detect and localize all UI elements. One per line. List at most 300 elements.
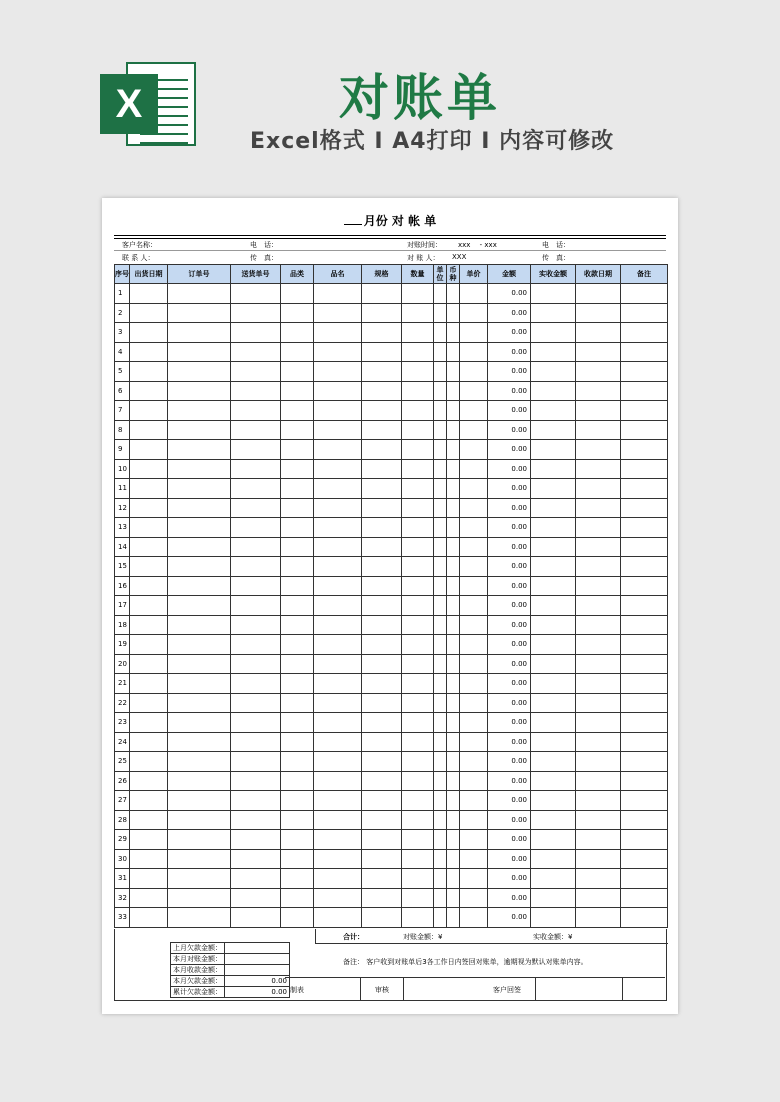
table-cell[interactable] [576, 869, 621, 889]
amount-cell[interactable]: 0.00 [488, 888, 531, 908]
table-cell[interactable] [130, 323, 168, 343]
table-cell[interactable] [402, 362, 434, 382]
amount-cell[interactable]: 0.00 [488, 576, 531, 596]
table-cell[interactable] [231, 459, 281, 479]
table-cell[interactable] [576, 849, 621, 869]
table-cell[interactable] [130, 849, 168, 869]
table-cell[interactable] [434, 557, 447, 577]
table-cell[interactable] [621, 635, 668, 655]
table-cell[interactable] [130, 401, 168, 421]
table-cell[interactable] [362, 303, 402, 323]
table-cell[interactable] [281, 303, 314, 323]
table-cell[interactable] [531, 635, 576, 655]
table-cell[interactable] [130, 420, 168, 440]
amount-cell[interactable]: 0.00 [488, 557, 531, 577]
amount-cell[interactable]: 0.00 [488, 362, 531, 382]
table-cell[interactable] [168, 303, 231, 323]
table-cell[interactable] [362, 518, 402, 538]
table-cell[interactable] [281, 693, 314, 713]
table-cell[interactable] [531, 596, 576, 616]
table-cell[interactable] [576, 810, 621, 830]
table-cell[interactable] [362, 576, 402, 596]
table-cell[interactable] [576, 693, 621, 713]
table-cell[interactable] [362, 810, 402, 830]
amount-cell[interactable]: 0.00 [488, 459, 531, 479]
table-cell[interactable] [362, 713, 402, 733]
table-cell[interactable] [402, 849, 434, 869]
table-cell[interactable] [281, 732, 314, 752]
table-cell[interactable] [576, 576, 621, 596]
table-cell[interactable] [460, 791, 488, 811]
amount-cell[interactable]: 0.00 [488, 674, 531, 694]
table-cell[interactable] [434, 576, 447, 596]
table-cell[interactable] [447, 713, 460, 733]
table-cell[interactable] [314, 381, 362, 401]
table-cell[interactable] [314, 732, 362, 752]
table-cell[interactable] [231, 440, 281, 460]
table-cell[interactable] [447, 674, 460, 694]
table-cell[interactable] [168, 362, 231, 382]
table-cell[interactable] [168, 732, 231, 752]
table-cell[interactable] [314, 791, 362, 811]
table-cell[interactable] [168, 576, 231, 596]
table-cell[interactable] [130, 557, 168, 577]
summary-value[interactable] [225, 943, 290, 954]
table-cell[interactable] [314, 713, 362, 733]
table-cell[interactable] [531, 362, 576, 382]
table-cell[interactable] [231, 654, 281, 674]
table-cell[interactable] [314, 674, 362, 694]
table-cell[interactable] [460, 596, 488, 616]
table-cell[interactable] [447, 401, 460, 421]
table-cell[interactable] [531, 888, 576, 908]
table-cell[interactable] [402, 830, 434, 850]
table-cell[interactable] [314, 498, 362, 518]
table-cell[interactable] [621, 713, 668, 733]
table-cell[interactable] [314, 576, 362, 596]
table-cell[interactable] [314, 537, 362, 557]
table-cell[interactable] [281, 791, 314, 811]
table-cell[interactable] [130, 284, 168, 304]
table-cell[interactable] [314, 284, 362, 304]
table-cell[interactable] [402, 440, 434, 460]
table-cell[interactable] [460, 635, 488, 655]
table-cell[interactable] [130, 440, 168, 460]
table-cell[interactable] [281, 752, 314, 772]
amount-cell[interactable]: 0.00 [488, 323, 531, 343]
table-cell[interactable] [362, 284, 402, 304]
amount-cell[interactable]: 0.00 [488, 732, 531, 752]
table-cell[interactable] [531, 498, 576, 518]
table-cell[interactable] [621, 537, 668, 557]
table-cell[interactable] [460, 849, 488, 869]
table-cell[interactable] [434, 869, 447, 889]
table-cell[interactable] [402, 810, 434, 830]
table-cell[interactable] [231, 576, 281, 596]
table-cell[interactable] [402, 459, 434, 479]
table-cell[interactable] [402, 732, 434, 752]
table-cell[interactable] [231, 791, 281, 811]
table-cell[interactable] [362, 381, 402, 401]
table-cell[interactable] [130, 635, 168, 655]
table-cell[interactable] [621, 674, 668, 694]
table-cell[interactable] [447, 888, 460, 908]
amount-cell[interactable]: 0.00 [488, 537, 531, 557]
table-cell[interactable] [362, 596, 402, 616]
table-cell[interactable] [130, 693, 168, 713]
table-cell[interactable] [434, 342, 447, 362]
table-cell[interactable] [402, 323, 434, 343]
amount-cell[interactable]: 0.00 [488, 479, 531, 499]
amount-cell[interactable]: 0.00 [488, 830, 531, 850]
table-cell[interactable] [402, 693, 434, 713]
table-cell[interactable] [314, 342, 362, 362]
table-cell[interactable] [447, 615, 460, 635]
table-cell[interactable] [130, 752, 168, 772]
table-cell[interactable] [576, 596, 621, 616]
table-cell[interactable] [434, 596, 447, 616]
table-cell[interactable] [447, 420, 460, 440]
table-cell[interactable] [362, 479, 402, 499]
table-cell[interactable] [434, 459, 447, 479]
table-cell[interactable] [531, 401, 576, 421]
table-cell[interactable] [130, 342, 168, 362]
amount-cell[interactable]: 0.00 [488, 596, 531, 616]
table-cell[interactable] [130, 303, 168, 323]
table-cell[interactable] [168, 479, 231, 499]
table-cell[interactable] [402, 342, 434, 362]
table-cell[interactable] [168, 791, 231, 811]
table-cell[interactable] [576, 771, 621, 791]
table-cell[interactable] [447, 849, 460, 869]
table-cell[interactable] [531, 459, 576, 479]
table-cell[interactable] [281, 596, 314, 616]
table-cell[interactable] [576, 830, 621, 850]
table-cell[interactable] [231, 771, 281, 791]
table-cell[interactable] [460, 284, 488, 304]
amount-cell[interactable]: 0.00 [488, 908, 531, 928]
amount-cell[interactable]: 0.00 [488, 440, 531, 460]
table-cell[interactable] [621, 888, 668, 908]
table-cell[interactable] [460, 654, 488, 674]
table-cell[interactable] [576, 537, 621, 557]
table-cell[interactable] [621, 303, 668, 323]
table-cell[interactable] [447, 752, 460, 772]
table-cell[interactable] [231, 713, 281, 733]
table-cell[interactable] [168, 323, 231, 343]
summary-value[interactable] [225, 965, 290, 976]
table-cell[interactable] [130, 869, 168, 889]
table-cell[interactable] [314, 654, 362, 674]
table-cell[interactable] [168, 537, 231, 557]
table-cell[interactable] [447, 479, 460, 499]
table-cell[interactable] [281, 849, 314, 869]
table-cell[interactable] [460, 498, 488, 518]
table-cell[interactable] [447, 440, 460, 460]
table-cell[interactable] [531, 654, 576, 674]
table-cell[interactable] [168, 752, 231, 772]
table-cell[interactable] [314, 635, 362, 655]
table-cell[interactable] [621, 693, 668, 713]
table-cell[interactable] [621, 576, 668, 596]
table-cell[interactable] [314, 830, 362, 850]
table-cell[interactable] [281, 401, 314, 421]
table-cell[interactable] [460, 576, 488, 596]
table-cell[interactable] [281, 459, 314, 479]
table-cell[interactable] [434, 362, 447, 382]
table-cell[interactable] [402, 557, 434, 577]
table-cell[interactable] [314, 908, 362, 928]
table-cell[interactable] [531, 440, 576, 460]
table-cell[interactable] [621, 752, 668, 772]
table-cell[interactable] [460, 615, 488, 635]
table-cell[interactable] [460, 869, 488, 889]
table-cell[interactable] [531, 518, 576, 538]
table-cell[interactable] [531, 615, 576, 635]
table-cell[interactable] [434, 537, 447, 557]
table-cell[interactable] [576, 557, 621, 577]
table-cell[interactable] [434, 654, 447, 674]
table-cell[interactable] [402, 635, 434, 655]
table-cell[interactable] [362, 654, 402, 674]
table-cell[interactable] [281, 830, 314, 850]
amount-cell[interactable]: 0.00 [488, 401, 531, 421]
table-cell[interactable] [576, 791, 621, 811]
table-cell[interactable] [576, 362, 621, 382]
table-cell[interactable] [447, 537, 460, 557]
table-cell[interactable] [362, 869, 402, 889]
table-cell[interactable] [362, 908, 402, 928]
table-cell[interactable] [447, 693, 460, 713]
amount-cell[interactable]: 0.00 [488, 635, 531, 655]
table-cell[interactable] [434, 771, 447, 791]
table-cell[interactable] [314, 849, 362, 869]
table-cell[interactable] [447, 791, 460, 811]
table-cell[interactable] [621, 557, 668, 577]
table-cell[interactable] [576, 342, 621, 362]
table-cell[interactable] [621, 479, 668, 499]
table-cell[interactable] [314, 479, 362, 499]
table-cell[interactable] [402, 479, 434, 499]
table-cell[interactable] [576, 440, 621, 460]
table-cell[interactable] [281, 440, 314, 460]
table-cell[interactable] [281, 479, 314, 499]
table-cell[interactable] [168, 401, 231, 421]
table-cell[interactable] [281, 342, 314, 362]
table-cell[interactable] [314, 440, 362, 460]
table-cell[interactable] [447, 303, 460, 323]
table-cell[interactable] [281, 284, 314, 304]
table-cell[interactable] [402, 576, 434, 596]
table-cell[interactable] [130, 674, 168, 694]
table-cell[interactable] [402, 518, 434, 538]
table-cell[interactable] [434, 323, 447, 343]
table-cell[interactable] [402, 420, 434, 440]
table-cell[interactable] [402, 888, 434, 908]
table-cell[interactable] [362, 401, 402, 421]
table-cell[interactable] [231, 303, 281, 323]
table-cell[interactable] [231, 830, 281, 850]
table-cell[interactable] [402, 537, 434, 557]
table-cell[interactable] [460, 908, 488, 928]
table-cell[interactable] [576, 284, 621, 304]
table-cell[interactable] [460, 674, 488, 694]
table-cell[interactable] [434, 381, 447, 401]
table-cell[interactable] [621, 654, 668, 674]
table-cell[interactable] [531, 576, 576, 596]
table-cell[interactable] [362, 323, 402, 343]
table-cell[interactable] [130, 713, 168, 733]
table-cell[interactable] [231, 362, 281, 382]
table-cell[interactable] [434, 752, 447, 772]
table-cell[interactable] [531, 849, 576, 869]
table-cell[interactable] [362, 888, 402, 908]
table-cell[interactable] [231, 732, 281, 752]
summary-value[interactable]: 0.00 [225, 987, 290, 998]
table-cell[interactable] [281, 635, 314, 655]
table-cell[interactable] [434, 908, 447, 928]
table-cell[interactable] [130, 381, 168, 401]
table-cell[interactable] [231, 498, 281, 518]
table-cell[interactable] [314, 362, 362, 382]
table-cell[interactable] [531, 557, 576, 577]
amount-cell[interactable]: 0.00 [488, 849, 531, 869]
table-cell[interactable] [281, 771, 314, 791]
table-cell[interactable] [281, 420, 314, 440]
table-cell[interactable] [130, 498, 168, 518]
amount-cell[interactable]: 0.00 [488, 693, 531, 713]
table-cell[interactable] [168, 342, 231, 362]
table-cell[interactable] [130, 537, 168, 557]
table-cell[interactable] [531, 303, 576, 323]
table-cell[interactable] [576, 420, 621, 440]
table-cell[interactable] [231, 693, 281, 713]
table-cell[interactable] [168, 888, 231, 908]
table-cell[interactable] [447, 908, 460, 928]
table-cell[interactable] [281, 362, 314, 382]
table-cell[interactable] [434, 732, 447, 752]
table-cell[interactable] [460, 888, 488, 908]
table-cell[interactable] [434, 888, 447, 908]
table-cell[interactable] [460, 752, 488, 772]
table-cell[interactable] [168, 557, 231, 577]
summary-value[interactable] [225, 954, 290, 965]
table-cell[interactable] [402, 654, 434, 674]
table-cell[interactable] [231, 810, 281, 830]
table-cell[interactable] [621, 342, 668, 362]
table-cell[interactable] [434, 615, 447, 635]
table-cell[interactable] [402, 869, 434, 889]
table-cell[interactable] [130, 791, 168, 811]
table-cell[interactable] [621, 440, 668, 460]
table-cell[interactable] [281, 654, 314, 674]
table-cell[interactable] [402, 771, 434, 791]
table-cell[interactable] [531, 420, 576, 440]
table-cell[interactable] [621, 362, 668, 382]
table-cell[interactable] [231, 908, 281, 928]
table-cell[interactable] [281, 908, 314, 928]
table-cell[interactable] [531, 810, 576, 830]
table-cell[interactable] [231, 635, 281, 655]
table-cell[interactable] [402, 908, 434, 928]
table-cell[interactable] [314, 752, 362, 772]
table-cell[interactable] [434, 498, 447, 518]
table-cell[interactable] [281, 498, 314, 518]
table-cell[interactable] [460, 381, 488, 401]
table-cell[interactable] [130, 888, 168, 908]
table-cell[interactable] [447, 654, 460, 674]
table-cell[interactable] [576, 732, 621, 752]
table-cell[interactable] [231, 381, 281, 401]
table-cell[interactable] [362, 791, 402, 811]
table-cell[interactable] [231, 674, 281, 694]
table-cell[interactable] [168, 440, 231, 460]
table-cell[interactable] [460, 518, 488, 538]
table-cell[interactable] [362, 849, 402, 869]
table-cell[interactable] [168, 693, 231, 713]
table-cell[interactable] [531, 830, 576, 850]
table-cell[interactable] [231, 615, 281, 635]
table-cell[interactable] [460, 303, 488, 323]
table-cell[interactable] [314, 615, 362, 635]
table-cell[interactable] [460, 362, 488, 382]
table-cell[interactable] [168, 869, 231, 889]
table-cell[interactable] [130, 518, 168, 538]
table-cell[interactable] [531, 537, 576, 557]
table-cell[interactable] [402, 713, 434, 733]
amount-cell[interactable]: 0.00 [488, 615, 531, 635]
amount-cell[interactable]: 0.00 [488, 810, 531, 830]
table-cell[interactable] [130, 459, 168, 479]
table-cell[interactable] [231, 752, 281, 772]
table-cell[interactable] [281, 381, 314, 401]
table-cell[interactable] [402, 498, 434, 518]
table-cell[interactable] [621, 908, 668, 928]
table-cell[interactable] [281, 537, 314, 557]
table-cell[interactable] [531, 908, 576, 928]
table-cell[interactable] [434, 303, 447, 323]
table-cell[interactable] [402, 381, 434, 401]
table-cell[interactable] [447, 771, 460, 791]
amount-cell[interactable]: 0.00 [488, 518, 531, 538]
table-cell[interactable] [460, 459, 488, 479]
table-cell[interactable] [531, 869, 576, 889]
amount-cell[interactable]: 0.00 [488, 342, 531, 362]
table-cell[interactable] [447, 869, 460, 889]
table-cell[interactable] [231, 284, 281, 304]
table-cell[interactable] [130, 479, 168, 499]
table-cell[interactable] [130, 362, 168, 382]
table-cell[interactable] [231, 596, 281, 616]
table-cell[interactable] [168, 459, 231, 479]
table-cell[interactable] [168, 420, 231, 440]
table-cell[interactable] [314, 401, 362, 421]
table-cell[interactable] [281, 518, 314, 538]
table-cell[interactable] [460, 732, 488, 752]
table-cell[interactable] [402, 674, 434, 694]
table-cell[interactable] [362, 635, 402, 655]
table-cell[interactable] [621, 791, 668, 811]
table-cell[interactable] [460, 713, 488, 733]
table-cell[interactable] [281, 576, 314, 596]
table-cell[interactable] [314, 596, 362, 616]
table-cell[interactable] [362, 732, 402, 752]
table-cell[interactable] [531, 284, 576, 304]
table-cell[interactable] [576, 498, 621, 518]
amount-cell[interactable]: 0.00 [488, 752, 531, 772]
table-cell[interactable] [531, 674, 576, 694]
table-cell[interactable] [434, 284, 447, 304]
